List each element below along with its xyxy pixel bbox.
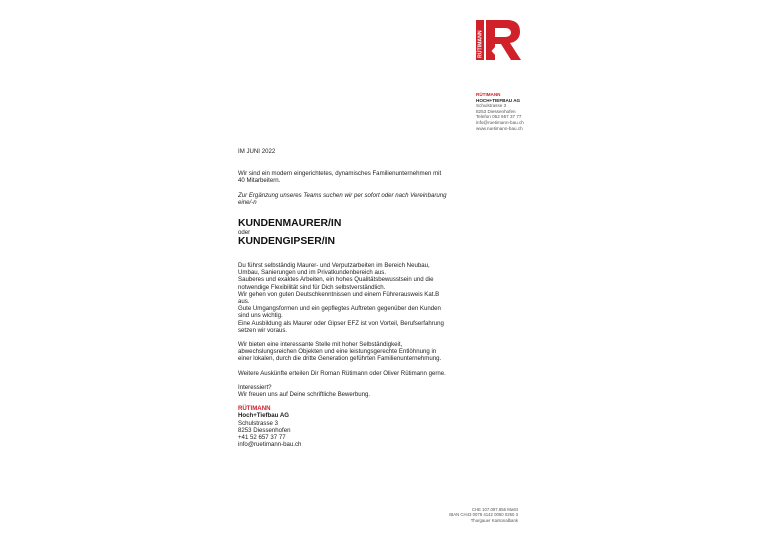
sender-web: www.ruetimann-bau.ch bbox=[476, 125, 523, 131]
footer-vat: CHE 107.097.856 MwSt bbox=[471, 507, 518, 512]
sender-brand: RÜTIMANN bbox=[476, 92, 501, 97]
ruetimann-logo-icon bbox=[476, 20, 522, 60]
requirement-line: aus. bbox=[238, 298, 250, 306]
sender-street: Schulstrasse 3 bbox=[476, 103, 507, 109]
job-title-plasterer: KUNDENGIPSER/IN bbox=[238, 236, 335, 248]
footer-bank: Thurgauer Kantonalbank bbox=[470, 517, 518, 523]
offer-line: abwechslungsreichen Objekten und eine leistungsgerechte Entlöhnung in bbox=[238, 348, 437, 356]
company-logo bbox=[476, 20, 522, 60]
requirement-line: Du führst selbständig Maurer- und Verputzarbeiten im Bereich Neubau, bbox=[238, 262, 430, 270]
requirement-line: sind uns wichtig. bbox=[238, 312, 283, 320]
sender-address bbox=[476, 92, 566, 131]
search-line: eine/-n bbox=[238, 198, 257, 206]
footer-iban: IBAN CH43 0078 4142 0050 0250 3 bbox=[449, 512, 518, 518]
letter-date: IM JUNI 2022 bbox=[238, 148, 276, 155]
requirement-line: Sauberes und exaktes Arbeiten, ein hohes Qualitätsbewusstsein und die bbox=[238, 276, 434, 284]
search-line: Zur Ergänzung unseres Teams suchen wir per sofort oder nach Vereinbarung bbox=[238, 191, 447, 199]
signature-company: Hoch+Tiefbau AG bbox=[238, 412, 289, 420]
sender-city: 8253 Diessenhofen bbox=[476, 108, 516, 114]
sender-company: HOCH+TIEFBAU AG bbox=[476, 97, 521, 103]
sender-email: info@ruetimann-bau.ch bbox=[476, 119, 524, 125]
closing-line: Interessiert? bbox=[238, 383, 272, 391]
offer-line: einer lokalen, durch die dritte Generation geführten Familienunternehmung. bbox=[238, 355, 442, 363]
letter-body bbox=[238, 148, 468, 448]
job-title-mason: KUNDENMAURER/IN bbox=[238, 218, 342, 230]
closing-line: Wir freuen uns auf Deine schriftliche Bewerbung. bbox=[238, 391, 371, 399]
offer-line: Wir bieten eine interessante Stelle mit hoher Selbständigkeit, bbox=[238, 341, 403, 349]
intro-line: Wir sind ein modern eingerichtetes, dynamisches Familienunternehmen mit bbox=[238, 170, 442, 178]
requirement-line: Gute Umgangsformen und ein gepflegtes Auftreten gegenüber den Kunden bbox=[238, 305, 441, 313]
sender-phone: Telefon 052 657 37 77 bbox=[476, 114, 522, 120]
logo-vertical-text: RÜTIMANN bbox=[477, 30, 484, 58]
signature-street: Schulstrasse 3 bbox=[238, 419, 278, 427]
info-line: Weitere Auskünfte erteilen Dir Roman Rütimann oder Oliver Rütimann gerne. bbox=[238, 369, 446, 377]
signature-city: 8253 Diessenhofen bbox=[238, 426, 291, 434]
requirement-line: Wir gehen von guten Deutschkenntnissen und einem Führerausweis Kat.B bbox=[238, 290, 440, 298]
requirement-line: notwendige Flexibilität sind für Dich selbstverständlich. bbox=[238, 283, 386, 291]
signature-phone: +41 52 657 37 77 bbox=[238, 434, 286, 442]
requirement-line: Umbau, Sanierungen und im Privatkundenbereich aus. bbox=[238, 269, 387, 277]
signature-brand: RÜTIMANN bbox=[238, 405, 271, 413]
requirement-line: Eine Ausbildung als Maurer oder Gipser EFZ ist von Vorteil, Berufserfahrung bbox=[238, 319, 444, 327]
intro-line: 40 Mitarbeitern. bbox=[238, 177, 281, 185]
job-or: oder bbox=[238, 229, 251, 237]
footer-bank-details bbox=[398, 507, 518, 523]
requirement-line: setzen wir voraus. bbox=[238, 326, 288, 334]
signature-email: info@ruetimann-bau.ch bbox=[238, 441, 302, 449]
